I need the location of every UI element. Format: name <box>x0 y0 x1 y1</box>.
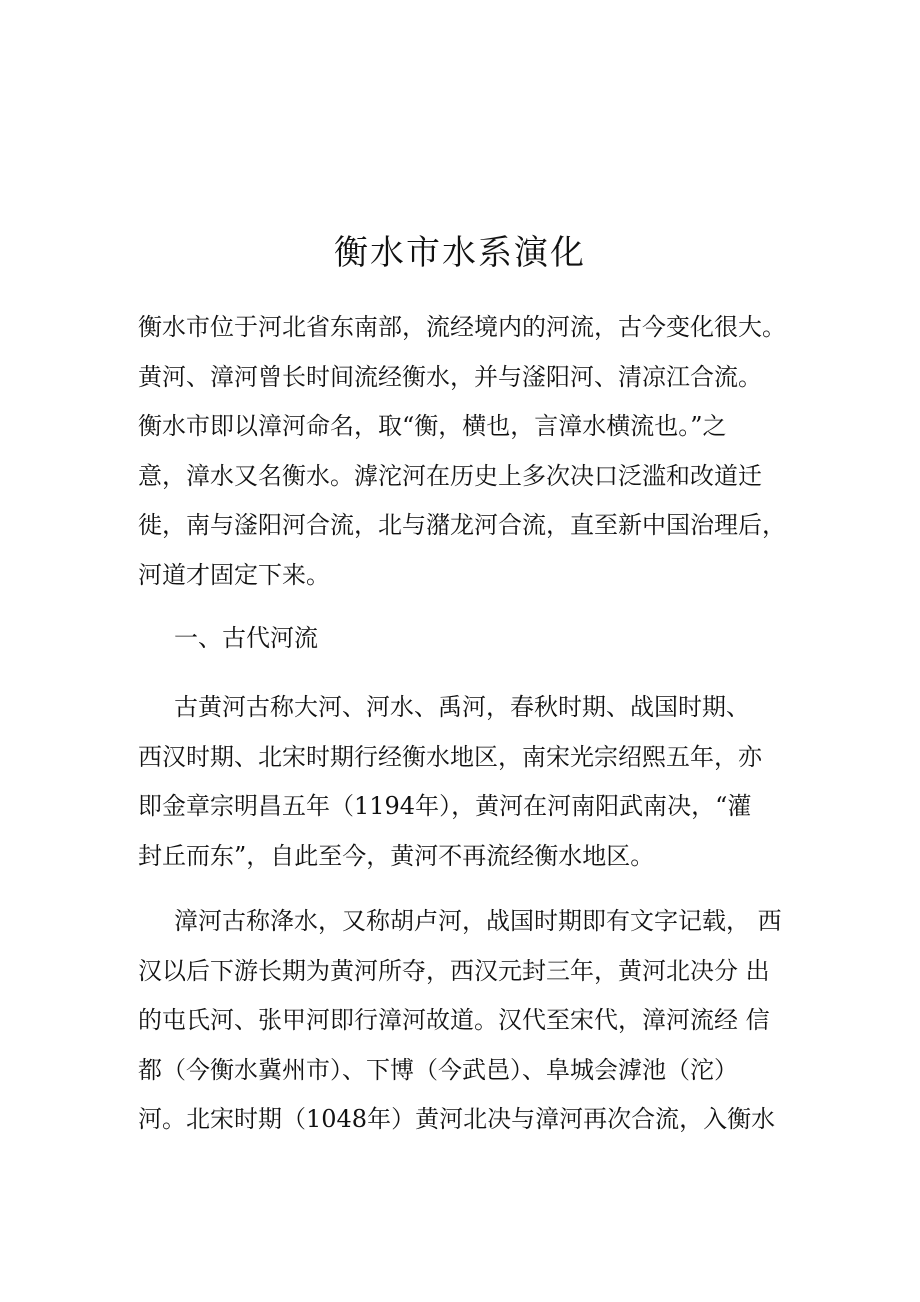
text-line: 河道才固定下来。 <box>138 560 330 589</box>
text-line: 漳河古称洚水，又称胡卢河，战国时期即有文字记载， 西 <box>174 907 782 935</box>
yellow-river-paragraph <box>138 683 798 881</box>
section-heading-text: 一、古代河流 <box>174 624 318 652</box>
text-line: 意，漳水又名衡水。滹沱河在历史上多次决口泛滥和改道迁 <box>138 461 762 490</box>
text-line: 即金章宗明昌五年（1194年），黄河在河南阳武南决，“灌 <box>138 792 752 821</box>
text-line: 封丘而东”，自此至今，黄河不再流经衡水地区。 <box>138 841 655 870</box>
text-line: 古黄河古称大河、河水、禹河，春秋时期、战国时期、 <box>174 693 750 721</box>
text-line: 衡水市位于河北省东南部，流经境内的河流，古今变化很大。 <box>138 313 786 341</box>
text-line: 黄河、漳河曾长时间流经衡水，并与滏阳河、清凉江合流。 <box>138 362 762 391</box>
text-line: 徙，南与滏阳河合流，北与潴龙河合流，直至新中国治理后， <box>138 511 786 540</box>
text-line: 都（今衡水冀州市）、下博（今武邑）、阜城会滹池（沱） <box>138 1055 738 1084</box>
text-line: 的屯氏河、张甲河即行漳河故道。汉代至宋代，漳河流经 信 <box>138 1006 770 1035</box>
intro-paragraph <box>138 303 798 601</box>
section-heading <box>138 614 798 664</box>
text-line: 汉以后下游长期为黄河所夺，西汉元封三年，黄河北决分 出 <box>138 956 770 985</box>
text-line: 衡水市即以漳河命名，取“衡，横也，言漳水横流也。”之 <box>138 412 727 441</box>
document-title: 衡水市水系演化 <box>334 233 586 273</box>
text-line: 西汉时期、北宋时期行经衡水地区，南宋光宗绍熙五年，亦 <box>138 742 762 771</box>
zhang-river-paragraph <box>138 897 798 1145</box>
text-line: 河。北宋时期（1048年）黄河北决与漳河再次合流，入衡水 <box>138 1105 776 1134</box>
